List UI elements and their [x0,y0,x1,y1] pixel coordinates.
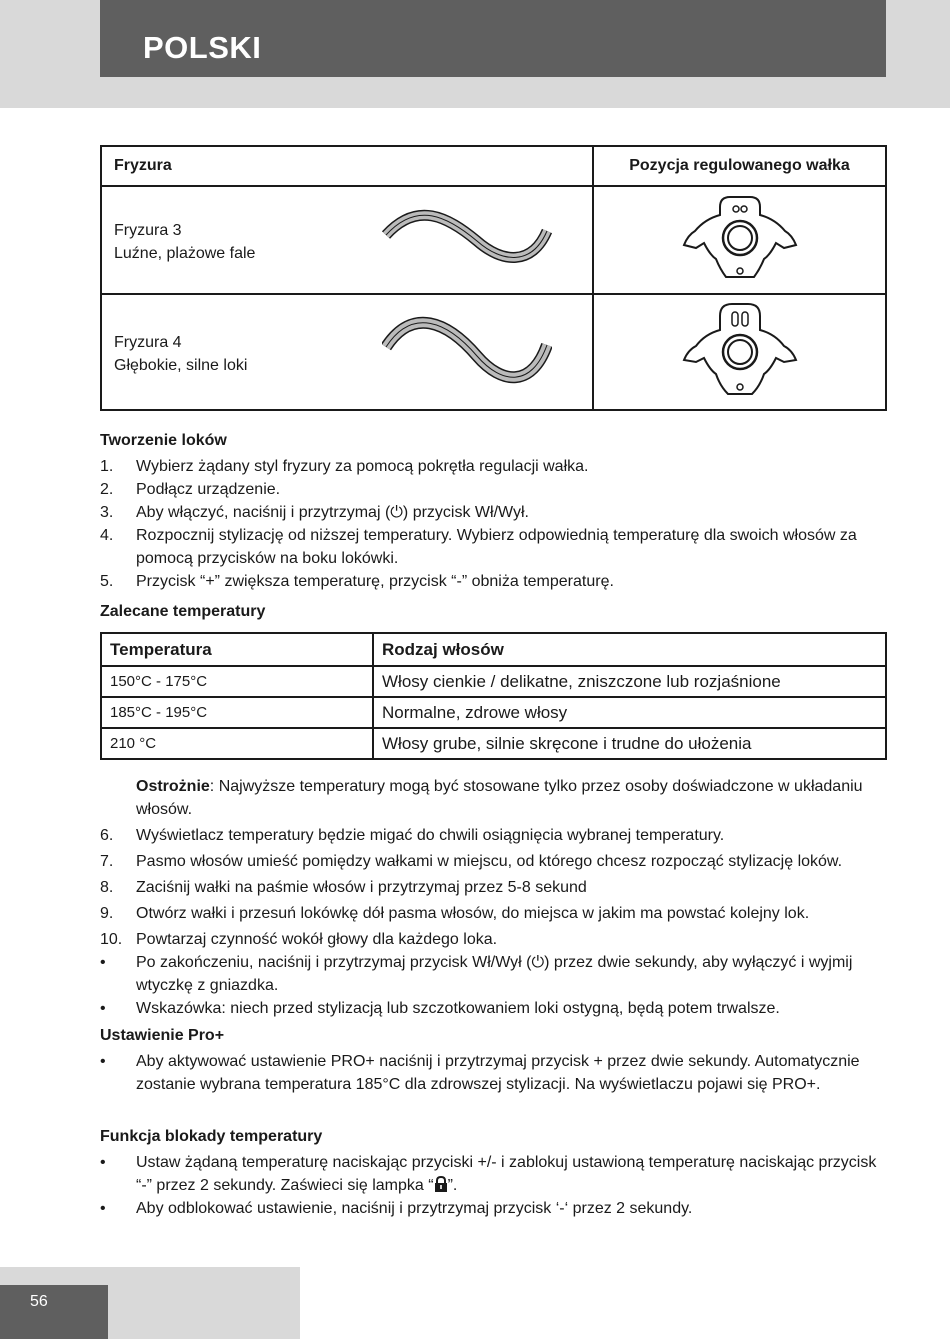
curl-illustration [382,311,552,391]
list-item: • Ustaw żądaną temperaturę naciskając przyciski +/- i zablokuj ustawioną temperaturę naciskając przycisk “-” przez 2 sekundy. Zaświeci się lampka “ ”. [100,1154,877,1194]
steps-list [100,824,890,1020]
section-title-temps: Zalecane temperatury [100,603,266,620]
curls-list [100,455,890,593]
list-item: 10. Powtarzaj czynność wokół głowy dla każdego loka. [100,931,498,948]
roller-position-icon [680,193,800,283]
list-item: • Aby odblokować ustawienie, naciśnij i przytrzymaj przycisk ‘-‘ przez 2 sekundy. [100,1200,693,1217]
list-item: 9. Otwórz wałki i przesuń lokówkę dół pasma włosów, do miejsca w jakim ma powstać kolejny lok. [100,905,810,922]
caution-note: Ostrożnie: Najwyższe temperatury mogą być stosowane tylko przez osoby doświadczone w układaniu włosów. [136,778,863,818]
list-item: 2. Podłącz urządzenie. [100,481,281,498]
lock-icon [434,1176,448,1192]
style-desc: Luźne, plażowe fale [114,245,256,262]
pro-list [100,1050,890,1096]
list-item: • Po zakończeniu, naciśnij i przytrzymaj przycisk Wł/Wył (⏻) przez dwie sekundy, aby wyłączyć i wyjmij wtyczkę z gniazdka. [100,954,853,994]
roller-position [593,294,886,410]
list-item: • Aby aktywować ustawienie PRO+ naciśnij i przytrzymaj przycisk + przez dwie sekundy. Automatycznie zostanie wybrana temperatura 185°C dla zdrowszej stylizacji. Na wyświetlaczu pojawi się PRO+. [100,1053,860,1093]
col-hair-header: Rodzaj włosów [373,633,886,666]
table-row: 210 °C Włosy grube, silnie skręcone i trudne do ułożenia [101,728,886,759]
style-row [101,186,593,294]
roller-position [593,186,886,294]
section-title-lock: Funkcja blokady temperatury [100,1128,323,1145]
wave-illustration [382,201,552,276]
styles-table [100,145,887,411]
caution-label: Ostrożnie [136,778,210,795]
table-row: 150°C - 175°C Włosy cienkie / delikatne, zniszczone lub rozjaśnione [101,666,886,697]
roller-position-icon [680,300,800,400]
style-desc: Głębokie, silne loki [114,357,248,374]
language-title: POLSKI [143,30,262,65]
list-item: 3. Aby włączyć, naciśnij i przytrzymaj (⏻) przycisk Wł/Wył. [100,504,529,521]
list-item: 6. Wyświetlacz temperatury będzie migać do chwili osiągnięcia wybranej temperatury. [100,827,725,844]
section-title-pro: Ustawienie Pro+ [100,1027,225,1044]
section-title-curls: Tworzenie loków [100,432,227,449]
list-item: 7. Pasmo włosów umieść pomiędzy wałkami w miejscu, od którego chcesz rozpocząć stylizację loków. [100,853,843,870]
list-item: • Wskazówka: niech przed stylizacją lub szczotkowaniem loki ostygną, będą potem trwalsze. [100,1000,780,1017]
page-number: 56 [30,1293,48,1310]
lock-list [100,1151,890,1220]
col-style-header: Fryzura [101,146,593,186]
list-item: 8. Zaciśnij wałki na paśmie włosów i przytrzymaj przez 5-8 sekund [100,879,587,896]
list-item: 1. Wybierz żądany styl fryzury za pomocą pokrętła regulacji wałka. [100,458,589,475]
page-number-box [0,1285,108,1339]
table-row: 185°C - 195°C Normalne, zdrowe włosy [101,697,886,728]
list-item: 4. Rozpocznij stylizację od niższej temperatury. Wybierz odpowiednią temperaturę dla swoich włosów za pomocą przycisków na boku lokówki. [100,527,857,567]
col-position-header: Pozycja regulowanego wałka [593,146,886,186]
list-item: 5. Przycisk “+” zwiększa temperaturę, przycisk “-” obniża temperaturę. [100,573,614,590]
temps-table [100,632,887,760]
style-name: Fryzura 3 [114,222,182,239]
style-row [101,294,593,410]
style-name: Fryzura 4 [114,334,182,351]
language-banner [100,0,886,77]
col-temp-header: Temperatura [101,633,373,666]
